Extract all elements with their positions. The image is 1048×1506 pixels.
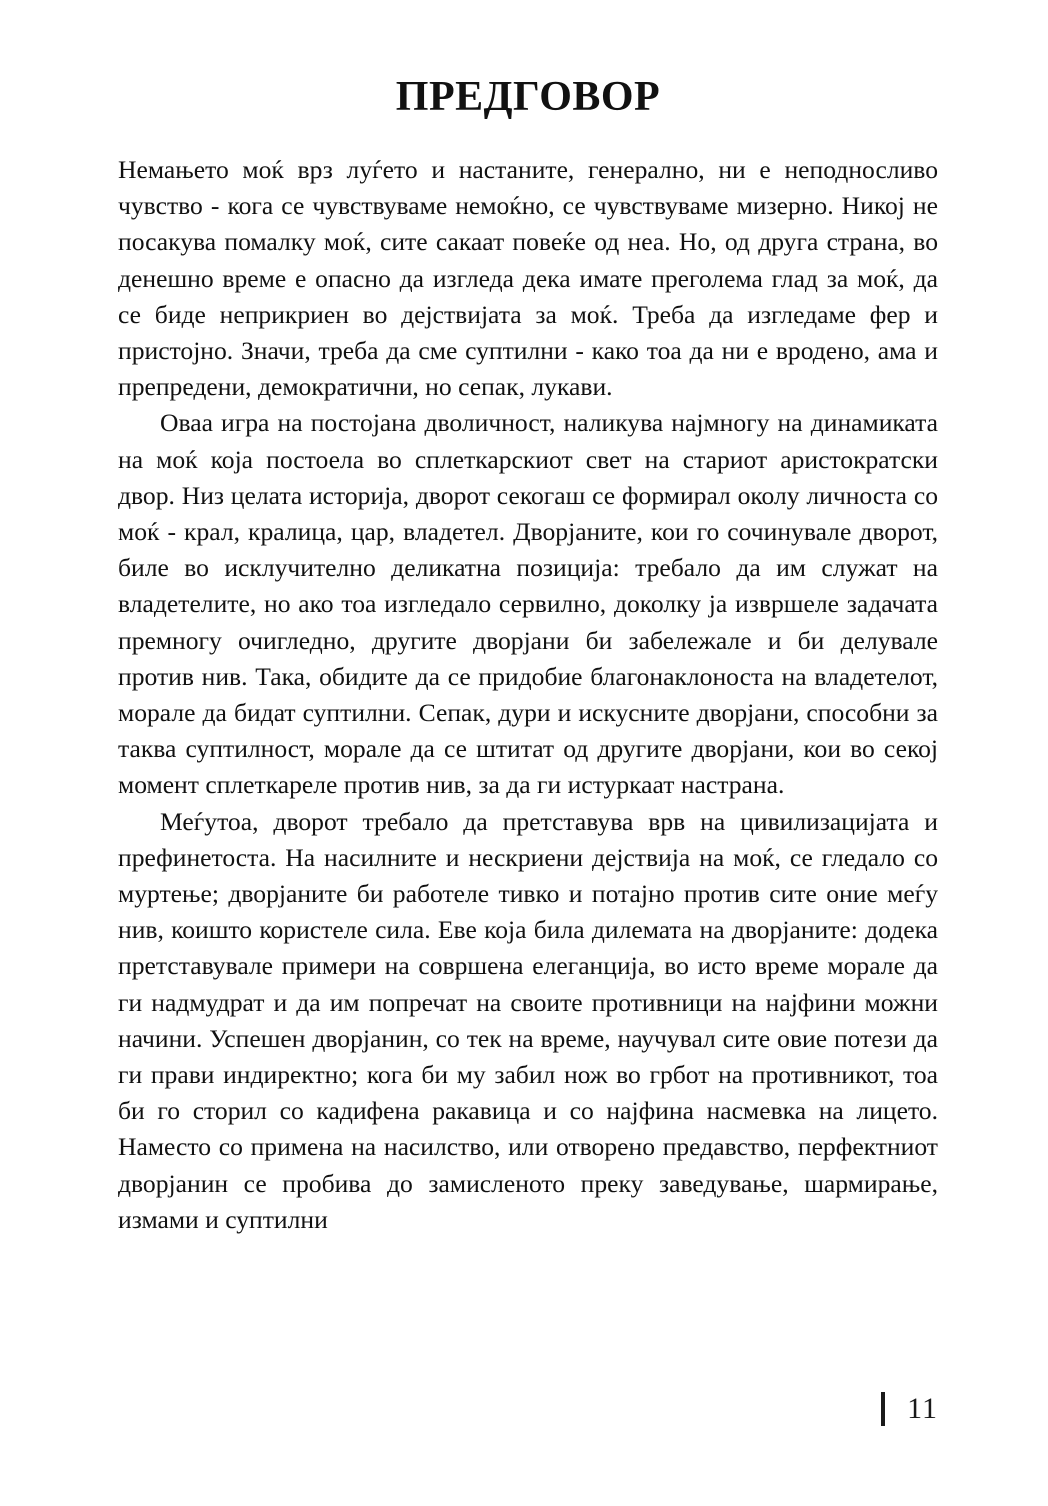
paragraph-3: Меѓутоа, дворот требало да претставува врв на цивилизацијата и префинетоста. На насилните и нескриени дејствија на моќ, се гледало со муртење; дворјаните би работеле тивко и потајно против сите оние меѓу нив, коишто користеле сила. Еве која била дилемата на дворјаните: додека претставувале примери на совршена елеганција, во исто време морале да ги надмудрат и да им попречат на своите противници на најфини можни начини. Успешен дворјанин, со тек на време, научувал сите овие потези да ги прави индиректно; кога би му забил нож во грбот на противникот, тоа би го сторил со кадифена ракавица и со најфина насмевка на лицето. Наместо со примена на насилство, или отворено предавство, перфектниот дворјанин се пробива до замисленото преку заведување, шармирање, измами и суптилни	[118, 806, 938, 1234]
page-footer	[0, 1392, 1048, 1436]
page-title: ПРЕДГОВОР	[395, 74, 661, 120]
footer-inner	[881, 1392, 938, 1426]
paragraph-2: Оваа игра на постојана дволичност, наликува најмногу на динамиката на моќ која постоела во сплеткарскиот свет на стариот аристократски двор. Низ целата историја, дворот секогаш се формирал околу личноста со моќ - крал, кралица, цар, владетел. Дворјаните, кои го сочинувале дворот, биле во исклучително деликатна позиција: требало да им служат на владетелите, но ако тоа изгледало сервилно, доколку ја извршеле задачата премногу очигледно, другите дворјани би забележале и би делувале против нив. Така, обидите да се придобие благонаклоноста на владетелот, морале да бидат суптилни. Сепак, дури и искусните дворјани, способни за таква суптилност, морале да се штитат од другите дворјани, кои во секој момент сплеткареле против нив, за да ги истуркаат настрана.	[118, 408, 938, 800]
body-text-column	[118, 152, 938, 1238]
footer-rule-icon	[881, 1392, 885, 1426]
paragraph-1: Немањето моќ врз луѓето и настаните, генерално, ни е неподносливо чувство - кога се чувствуваме немоќно, се чувствуваме мизерно. Никој не посакува помалку моќ, сите сакаат повеќе од неа. Но, од друга страна, во денешно време е опасно да изгледа дека имате преголема глад за моќ, да се биде неприкриен во дејствијата за моќ. Треба да изгледаме фер и пристојно. Значи, треба да сме суптилни - како тоа да ни е вродено, ама и препредени, демократични, но сепак, лукави.	[118, 155, 938, 402]
page-number: 11	[907, 1392, 938, 1425]
